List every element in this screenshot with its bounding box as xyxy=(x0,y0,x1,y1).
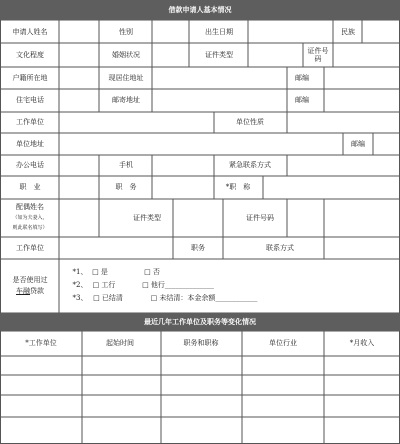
label-spouse-id-number: 证件号码 xyxy=(246,214,274,222)
label-loan-question-suffix: 贷款 xyxy=(30,287,44,295)
label-title: *职 称 xyxy=(225,183,251,191)
label-birth-date: 出生日期 xyxy=(205,28,233,36)
section-title-work-history: 最近几年工作单位及职务等变化情况 xyxy=(144,317,256,326)
label-employer-address: 单位地址 xyxy=(16,140,44,148)
label-loan-question: 是否使用过 xyxy=(12,276,48,284)
label-postcode: 邮编 xyxy=(295,74,309,82)
checkbox-bank-a[interactable]: □ 工行 xyxy=(92,281,116,289)
label-spouse-note: 则此联名填写） xyxy=(12,225,48,231)
label-mailing-address: 邮寄地址 xyxy=(112,96,140,104)
table-header-start-time: 起始时间 xyxy=(106,339,134,347)
label-loan-question-link: 车融 xyxy=(16,287,30,295)
label-employer-type: 单位性质 xyxy=(236,118,264,126)
table-header-employer: *工作单位 xyxy=(25,339,57,347)
label-postcode: 邮编 xyxy=(351,140,365,148)
label-id-number: 证件号码 xyxy=(307,47,329,63)
label-spouse-id-type: 证件类型 xyxy=(133,214,161,222)
label-applicant-name: 申请人姓名 xyxy=(12,28,48,36)
label-spouse-name: 配偶姓名 xyxy=(16,203,44,211)
section-title-applicant: 借款申请人基本情况 xyxy=(168,5,232,14)
label-current-address: 现居住地址 xyxy=(108,74,144,82)
label-marital-status: 婚姻状况 xyxy=(112,51,140,59)
label-spouse-note: （如为夫妻入， xyxy=(12,215,48,221)
checkbox-outstanding[interactable]: □ 未结清：本金余额____________ xyxy=(150,294,258,302)
label-postcode: 邮编 xyxy=(295,96,309,104)
label-spouse-employer: 工作单位 xyxy=(16,244,44,252)
checkbox-no[interactable]: □ 否 xyxy=(144,268,160,276)
label-occupation: 职 业 xyxy=(19,183,41,191)
label-spouse-contact: 联系方式 xyxy=(266,244,294,252)
label-loan-question-line2 xyxy=(16,287,44,295)
label-gender: 性别 xyxy=(119,28,133,36)
option-prefix-2: *2、 xyxy=(72,281,88,289)
label-id-type: 证件类型 xyxy=(205,51,233,59)
table-header-industry: 单位行业 xyxy=(269,339,297,347)
option-prefix-3: *3、 xyxy=(72,294,88,302)
label-mobile: 手机 xyxy=(119,161,133,169)
checkbox-paid-off[interactable]: □ 已结清 xyxy=(93,294,123,302)
checkbox-other-bank[interactable]: □ 他行______________ xyxy=(142,281,214,289)
table-header-monthly-income: *月收入 xyxy=(349,339,375,347)
label-home-phone: 住宅电话 xyxy=(16,96,44,104)
table-header-position-title: 职务和职称 xyxy=(183,339,219,347)
label-ethnicity: 民族 xyxy=(341,28,355,36)
option-prefix-1: *1、 xyxy=(72,268,88,276)
label-office-phone: 办公电话 xyxy=(16,161,44,169)
label-emergency-contact: 紧急联系方式 xyxy=(229,161,271,169)
label-position: 职 务 xyxy=(115,183,137,191)
checkbox-yes[interactable]: □ 是 xyxy=(92,268,108,276)
label-spouse-position: 职务 xyxy=(191,244,205,252)
label-employer: 工作单位 xyxy=(16,118,44,126)
label-hukou-address: 户籍所在地 xyxy=(12,74,48,82)
label-education: 文化程度 xyxy=(16,51,44,59)
